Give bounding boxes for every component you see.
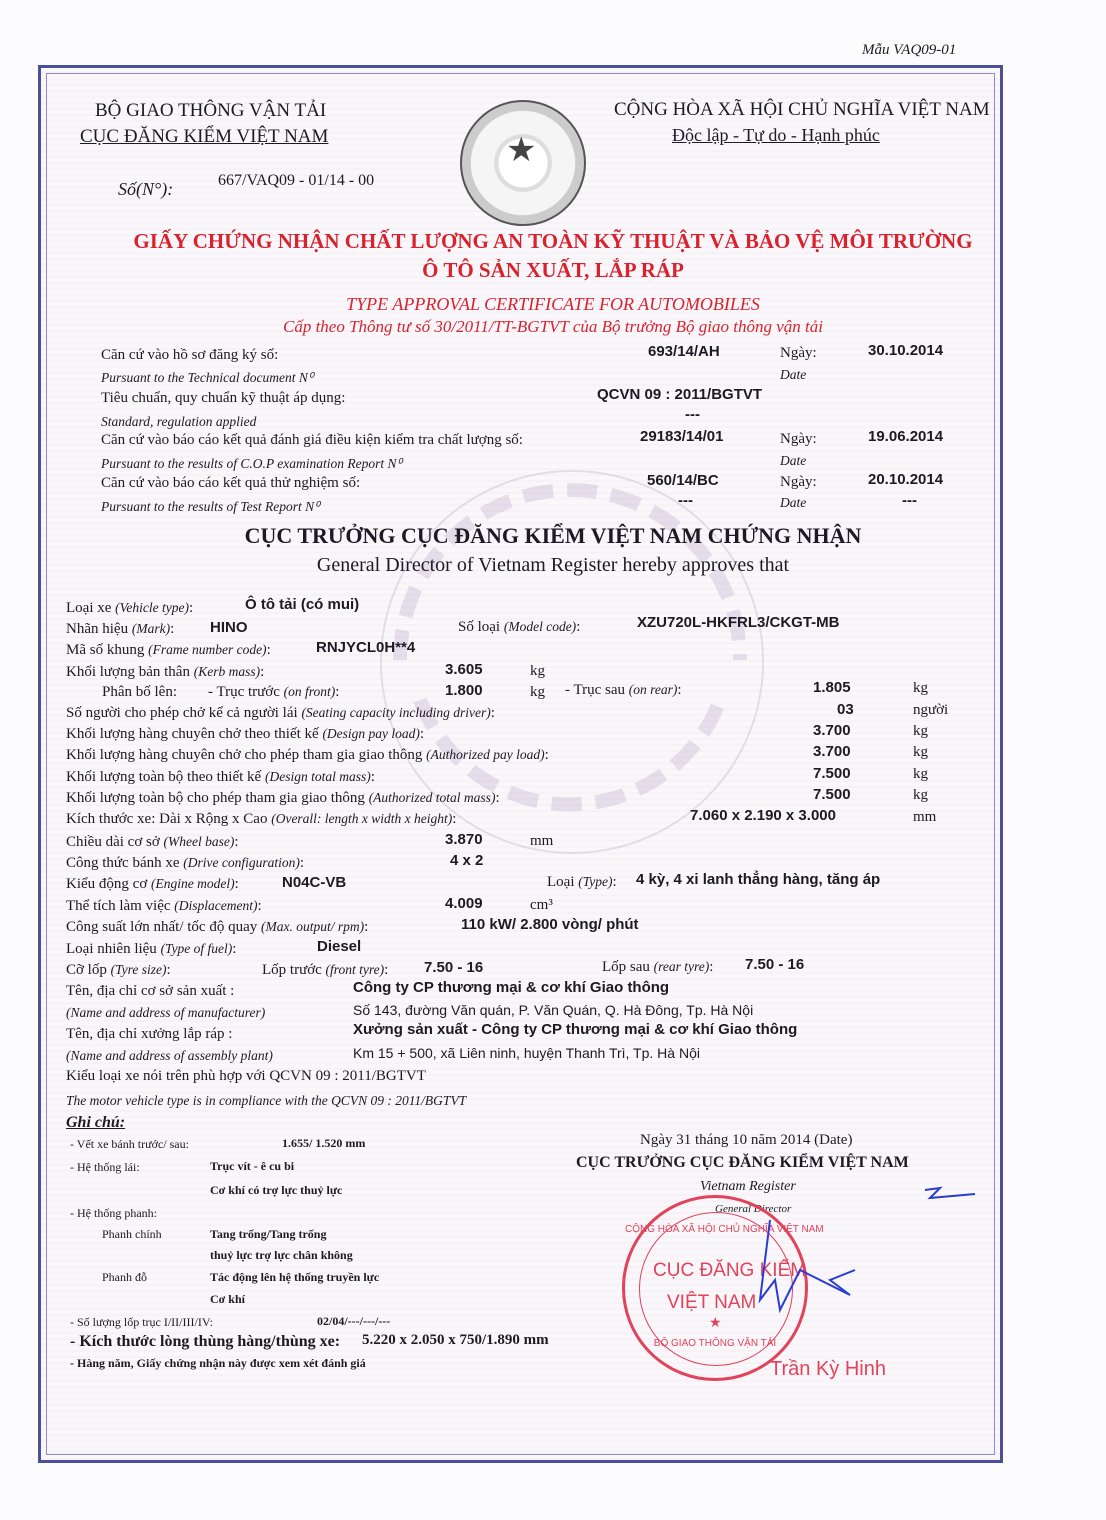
text: (Displacement) bbox=[174, 898, 258, 913]
unit: người bbox=[913, 702, 949, 718]
form-code: Mẫu VAQ09-01 bbox=[862, 42, 957, 58]
ref-value: 29183/14/01 bbox=[640, 428, 724, 445]
frame-value: RNJYCL0H**4 bbox=[316, 639, 416, 656]
field-mark: Nhãn hiệu (Mark): bbox=[66, 621, 175, 637]
note-value: 02/04/---/---/--- bbox=[317, 1314, 391, 1328]
text: Công thức bánh xe bbox=[66, 855, 184, 871]
ref-value-alt: --- bbox=[678, 492, 693, 509]
ref-value: 560/14/BC bbox=[647, 472, 719, 489]
issue-date: Ngày 31 tháng 10 năm 2014 (Date) bbox=[640, 1132, 853, 1148]
note-label: - Hệ thống lái: bbox=[70, 1160, 140, 1174]
text: (Design pay load) bbox=[322, 726, 420, 741]
text: (Type) bbox=[578, 874, 613, 889]
unit: kg bbox=[913, 766, 928, 782]
kerb-value: 3.605 bbox=[445, 661, 483, 678]
field-design-payload: Khối lượng hàng chuyên chở theo thiết kế (Design pay load): bbox=[66, 726, 425, 742]
signature-scribble bbox=[740, 1180, 980, 1320]
assembly-label: Tên, địa chỉ xưởng lắp ráp : bbox=[66, 1026, 233, 1042]
field-displacement: Thể tích làm việc (Displacement): bbox=[66, 898, 262, 914]
text: (Design total mass) bbox=[264, 769, 371, 784]
star-icon: ★ bbox=[709, 1316, 722, 1331]
field-authorized-payload: Khối lượng hàng chuyên chở cho phép tham gia giao thông (Authorized pay load): bbox=[66, 747, 549, 763]
cargo-label: - Kích thước lòng thùng hàng/thùng xe: bbox=[70, 1333, 341, 1350]
stamp-center-text: CỤC ĐĂNG KIỂM bbox=[653, 1260, 807, 1281]
signer-title: CỤC TRƯỞNG CỤC ĐĂNG KIỂM VIỆT NAM bbox=[576, 1154, 909, 1171]
approval-heading-en: General Director of Vietnam Register hereby approves that bbox=[316, 554, 790, 576]
text: (Engine model) bbox=[151, 876, 235, 891]
unit: kg bbox=[913, 744, 928, 760]
certificate-number: 667/VAQ09 - 01/14 - 00 bbox=[218, 172, 375, 189]
text: Số loại bbox=[458, 619, 504, 635]
text: (on front) bbox=[283, 684, 336, 699]
field-vehicle-type: Loại xe (Vehicle type): bbox=[66, 600, 194, 616]
signer-name: Trần Kỳ Hinh bbox=[770, 1358, 886, 1380]
stamp-ring-text: CỘNG HÒA XÃ HỘI CHỦ NGHĨA VIỆT NAM bbox=[625, 1224, 824, 1235]
text: (Tyre size) bbox=[110, 962, 167, 977]
field-design-total-mass: Khối lượng toàn bộ theo thiết kế (Design total mass): bbox=[66, 769, 375, 785]
manufacturer-address: Số 143, đường Văn quán, P. Văn Quán, Q. Hà Đông, Tp. Hà Nội bbox=[353, 1002, 754, 1018]
vehicle-type-value: Ô tô tải (có mui) bbox=[245, 596, 360, 613]
text: (Wheel base) bbox=[163, 834, 235, 849]
authorized-total-value: 7.500 bbox=[813, 786, 851, 803]
ref-label-en: Pursuant to the results of C.O.P examination Report N⁰ bbox=[101, 456, 402, 471]
ref-label: Tiêu chuẩn, quy chuẩn kỹ thuật áp dụng: bbox=[101, 390, 346, 406]
ref-label-en: Standard, regulation applied bbox=[101, 414, 257, 429]
unit: kg bbox=[913, 723, 928, 739]
text: Nhãn hiệu bbox=[66, 621, 132, 637]
drive-value: 4 x 2 bbox=[450, 852, 484, 869]
text: Cỡ lốp bbox=[66, 962, 111, 978]
text: (rear tyre) bbox=[653, 959, 710, 974]
text: (Model code) bbox=[503, 619, 577, 634]
date-label: Ngày: bbox=[780, 431, 817, 447]
dimensions-value: 7.060 x 2.190 x 3.000 bbox=[690, 807, 836, 824]
field-model: Số loại (Model code): bbox=[458, 619, 581, 635]
text: Kích thước xe: Dài x Rộng x Cao bbox=[66, 811, 272, 827]
agency-name: CỤC ĐĂNG KIỂM VIỆT NAM bbox=[80, 126, 329, 147]
seating-value: 03 bbox=[837, 701, 854, 718]
note-label: - Số lượng lốp trục I/II/III/IV: bbox=[70, 1315, 213, 1329]
motto: Độc lập - Tự do - Hạnh phúc bbox=[672, 125, 880, 145]
date-label-en: Date bbox=[780, 367, 807, 382]
ministry-name: BỘ GIAO THÔNG VẬN TẢI bbox=[95, 100, 327, 121]
note-label: - Vết xe bánh trước/ sau: bbox=[70, 1137, 189, 1151]
unit: cm³ bbox=[530, 897, 553, 913]
notes-title: Ghi chú: bbox=[66, 1114, 126, 1131]
ref-date: 20.10.2014 bbox=[868, 471, 944, 488]
power-value: 110 kW/ 2.800 vòng/ phút bbox=[461, 916, 639, 933]
field-seating: Số người cho phép chở kể cả người lái (Seating capacity including driver): bbox=[66, 705, 495, 721]
engine-type-value: 4 kỳ, 4 xi lanh thẳng hàng, tăng áp bbox=[636, 871, 881, 888]
cargo-value: 5.220 x 2.050 x 750/1.890 mm bbox=[362, 1332, 549, 1348]
note-value: Tác động lên hệ thống truyền lực bbox=[210, 1270, 380, 1284]
text: (Frame number code) bbox=[148, 642, 267, 657]
date-label: Ngày: bbox=[780, 474, 817, 490]
text: (Max. output/ rpm) bbox=[261, 919, 365, 934]
field-power: Công suất lớn nhất/ tốc độ quay (Max. output/ rpm): bbox=[66, 919, 369, 935]
text: Loại nhiên liệu bbox=[66, 941, 161, 957]
ref-label: Căn cứ vào hồ sơ đăng ký số: bbox=[101, 347, 279, 363]
assembly-name: Xưởng sản xuất - Công ty CP thương mại & cơ khí Giao thông bbox=[353, 1021, 798, 1038]
date-label-en: Date bbox=[780, 453, 807, 468]
field-engine-type: Loại (Type): bbox=[547, 874, 617, 890]
date-label-en: Date bbox=[780, 495, 807, 510]
manufacturer-label-en: (Name and address of manufacturer) bbox=[66, 1005, 266, 1020]
field-front-tyre: Lốp trước (front tyre): bbox=[262, 962, 389, 978]
approval-heading: CỤC TRƯỞNG CỤC ĐĂNG KIỂM VIỆT NAM CHỨNG NHẬN bbox=[244, 523, 862, 548]
unit: kg bbox=[913, 680, 928, 696]
text: Lốp sau bbox=[602, 959, 654, 975]
text: (Type of fuel) bbox=[160, 941, 233, 956]
assembly-label-en: (Name and address of assembly plant) bbox=[66, 1048, 273, 1063]
note-value: Cơ khí có trợ lực thuỷ lực bbox=[210, 1183, 343, 1197]
note-value: Tang trống/Tang trống bbox=[210, 1227, 327, 1241]
text: Khối lượng hàng chuyên chở theo thiết kế bbox=[66, 726, 323, 742]
legal-basis: Cấp theo Thông tư số 30/2011/TT-BGTVT của Bộ trưởng Bộ giao thông vận tải bbox=[283, 317, 823, 336]
note-label: Phanh đỗ bbox=[102, 1270, 147, 1284]
ref-date: 19.06.2014 bbox=[868, 428, 944, 445]
note-value: thuỷ lực trợ lực chân không bbox=[210, 1248, 353, 1262]
field-fuel: Loại nhiên liệu (Type of fuel): bbox=[66, 941, 237, 957]
field-frame: Mã số khung (Frame number code): bbox=[66, 642, 271, 658]
unit: kg bbox=[530, 663, 545, 679]
annual-note: - Hàng năm, Giấy chứng nhận này được xem xét đánh giá bbox=[70, 1356, 366, 1370]
text: Chiều dài cơ sở bbox=[66, 834, 164, 850]
unit: kg bbox=[913, 787, 928, 803]
manufacturer-label: Tên, địa chỉ cơ sở sản xuất : bbox=[66, 983, 235, 999]
english-title: TYPE APPROVAL CERTIFICATE FOR AUTOMOBILES bbox=[346, 294, 760, 314]
text: Khối lượng bản thân bbox=[66, 664, 194, 680]
front-tyre-value: 7.50 - 16 bbox=[424, 959, 484, 976]
rear-tyre-value: 7.50 - 16 bbox=[745, 956, 805, 973]
ref-value: QCVN 09 : 2011/BGTVT bbox=[597, 386, 763, 403]
field-dimensions: Kích thước xe: Dài x Rộng x Cao (Overall: length x width x height): bbox=[66, 811, 457, 827]
national-emblem bbox=[460, 100, 586, 226]
stamp-ring-text-bottom: BỘ GIAO THÔNG VẬN TẢI bbox=[653, 1338, 777, 1349]
text: (Drive configuration) bbox=[183, 855, 300, 870]
rear-axle-value: 1.805 bbox=[813, 679, 851, 696]
ref-value: 693/14/AH bbox=[648, 343, 720, 360]
text: Số người cho phép chở kể cả người lái bbox=[66, 705, 302, 721]
text: Loại xe bbox=[66, 600, 116, 616]
field-front-axle: - Trục trước (on front): bbox=[208, 684, 340, 700]
front-axle-value: 1.800 bbox=[445, 682, 483, 699]
text: Khối lượng toàn bộ theo thiết kế bbox=[66, 769, 265, 785]
note-value: Trục vít - ê cu bi bbox=[210, 1159, 295, 1173]
note-label: Phanh chính bbox=[102, 1227, 162, 1241]
design-total-value: 7.500 bbox=[813, 765, 851, 782]
mark-value: HINO bbox=[210, 619, 248, 636]
ref-date-alt: --- bbox=[902, 492, 917, 509]
compliance-statement: Kiểu loại xe nói trên phù hợp với QCVN 09 : 2011/BGTVT bbox=[66, 1068, 426, 1084]
distribution-label: Phân bố lên: bbox=[102, 684, 177, 700]
wheelbase-value: 3.870 bbox=[445, 831, 483, 848]
text: (Mark) bbox=[131, 621, 171, 636]
note-value: Cơ khí bbox=[210, 1292, 245, 1306]
unit: mm bbox=[913, 809, 937, 825]
text: (Authorized pay load) bbox=[426, 747, 545, 762]
text: Công suất lớn nhất/ tốc độ quay bbox=[66, 919, 261, 935]
displacement-value: 4.009 bbox=[445, 895, 483, 912]
number-label: Số(N°): bbox=[118, 179, 174, 199]
republic-name: CỘNG HÒA XÃ HỘI CHỦ NGHĨA VIỆT NAM bbox=[614, 99, 990, 120]
text: Mã số khung bbox=[66, 642, 149, 658]
text: (front tyre) bbox=[325, 962, 385, 977]
text: Khối lượng toàn bộ cho phép tham gia giao thông bbox=[66, 790, 369, 806]
text: Lốp trước bbox=[262, 962, 326, 978]
signer-title-en: Vietnam Register bbox=[700, 1179, 796, 1194]
field-drive: Công thức bánh xe (Drive configuration): bbox=[66, 855, 305, 871]
date-label: Ngày: bbox=[780, 345, 817, 361]
certificate-subtitle: Ô TÔ SẢN XUẤT, LẮP RÁP bbox=[422, 258, 684, 282]
text: Thể tích làm việc bbox=[66, 898, 175, 914]
certificate-title: GIẤY CHỨNG NHẬN CHẤT LƯỢNG AN TOÀN KỸ THUẬT VÀ BẢO VỆ MÔI TRƯỜNG bbox=[133, 229, 973, 253]
signer-title-en2: General Director bbox=[715, 1203, 792, 1215]
note-label: - Hệ thống phanh: bbox=[70, 1206, 157, 1220]
text: Loại bbox=[547, 874, 579, 890]
field-engine-model: Kiểu động cơ (Engine model): bbox=[66, 876, 239, 892]
text: Khối lượng hàng chuyên chở cho phép tham gia giao thông bbox=[66, 747, 427, 763]
stamp-center-text2: VIỆT NAM bbox=[667, 1292, 757, 1313]
text: (Vehicle type) bbox=[115, 600, 189, 615]
manufacturer-name: Công ty CP thương mại & cơ khí Giao thông bbox=[353, 979, 670, 996]
model-value: XZU720L-HKFRL3/CKGT-MB bbox=[637, 614, 840, 631]
ref-date: 30.10.2014 bbox=[868, 342, 944, 359]
star-icon: ★ bbox=[506, 132, 537, 169]
text: (Kerb mass) bbox=[193, 664, 261, 679]
text: (Seating capacity including driver) bbox=[301, 705, 491, 720]
note-value: 1.655/ 1.520 mm bbox=[282, 1136, 366, 1150]
design-payload-value: 3.700 bbox=[813, 722, 851, 739]
text: - Trục trước bbox=[208, 684, 284, 700]
text: (on rear) bbox=[628, 682, 678, 697]
field-authorized-total-mass: Khối lượng toàn bộ cho phép tham gia giao thông (Authorized total mass): bbox=[66, 790, 500, 806]
field-rear-tyre: Lốp sau (rear tyre): bbox=[602, 959, 714, 975]
text: (Overall: length x width x height) bbox=[271, 811, 453, 826]
fuel-value: Diesel bbox=[317, 938, 362, 955]
authorized-payload-value: 3.700 bbox=[813, 743, 851, 760]
unit: mm bbox=[530, 833, 554, 849]
engine-model-value: N04C-VB bbox=[282, 874, 347, 891]
assembly-address: Km 15 + 500, xã Liên ninh, huyện Thanh Trì, Tp. Hà Nội bbox=[353, 1045, 700, 1061]
ref-value-alt: --- bbox=[685, 406, 700, 423]
compliance-statement-en: The motor vehicle type is in compliance with the QCVN 09 : 2011/BGTVT bbox=[66, 1093, 467, 1108]
ref-label-en: Pursuant to the Technical document N⁰ bbox=[101, 370, 314, 385]
ref-label-en: Pursuant to the results of Test Report N⁰ bbox=[101, 499, 320, 514]
field-wheelbase: Chiều dài cơ sở (Wheel base): bbox=[66, 834, 239, 850]
text: - Trục sau bbox=[565, 682, 629, 698]
ref-label: Căn cứ vào báo cáo kết quả đánh giá điều kiện kiểm tra chất lượng số: bbox=[101, 432, 523, 448]
text: Kiểu động cơ bbox=[66, 876, 151, 892]
field-kerb-mass: Khối lượng bản thân (Kerb mass): bbox=[66, 664, 265, 680]
text: (Authorized total mass) bbox=[368, 790, 496, 805]
ref-label: Căn cứ vào báo cáo kết quả thử nghiệm số: bbox=[101, 475, 361, 491]
field-rear-axle: - Trục sau (on rear): bbox=[565, 682, 682, 698]
unit: kg bbox=[530, 684, 545, 700]
field-tyre-size: Cỡ lốp (Tyre size): bbox=[66, 962, 171, 978]
